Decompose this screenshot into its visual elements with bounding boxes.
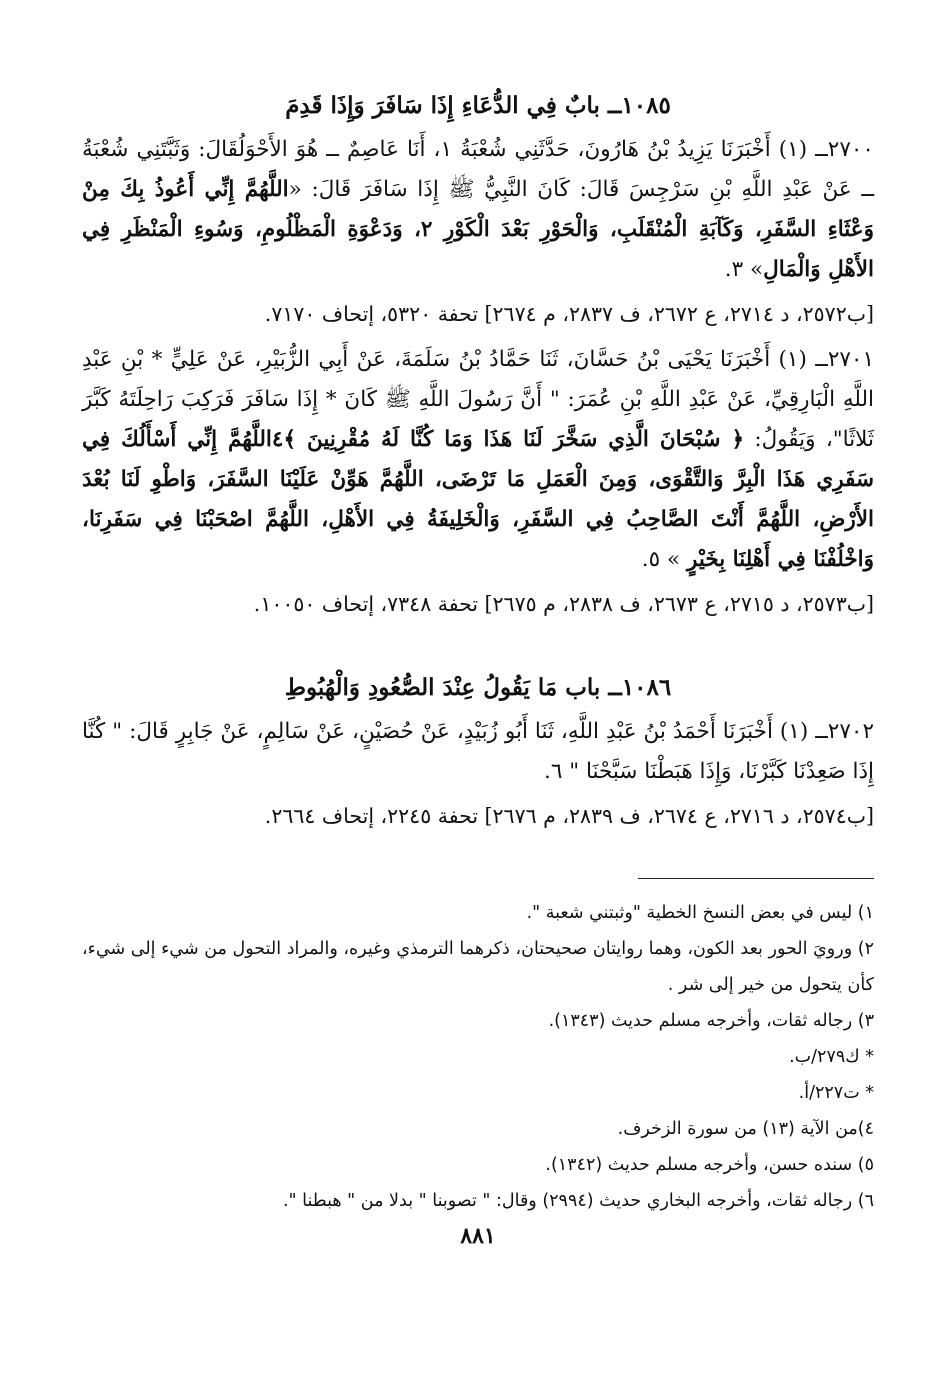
footnotes bbox=[82, 895, 874, 1219]
footnote-4: ٤)من الآية (١٣) من سورة الزخرف. bbox=[617, 1119, 874, 1139]
manuscript-note-k: * ك٢٧٩/ب. bbox=[789, 1047, 874, 1067]
hadith-2700-chain: ٢٧٠٠ــ (١) أَخْبَرَنَا يَزِيدُ بْنُ هَارُونَ، حَدَّثَنِي شُعْبَةُ ١، أَنَا عَاصِمٌ ــ هُوَ الأَحْوَلُقَالَ: وَثَبَّتَنِي شُعْبَةُ ــ عَنْ عَبْدِ اللَّهِ بْنِ سَرْجِسَ قَالَ: كَانَ النَّبِيُّ ﷺ إِذَا سَافَرَ قَالَ: « bbox=[82, 137, 874, 202]
hadith-2701-references: [ب٢٥٧٣، د ٢٧١٥، ع ٢٦٧٣، ف ٢٨٣٨، م ٢٦٧٥] تحفة ٧٣٤٨، إتحاف ١٠٠٥٠. bbox=[253, 592, 874, 616]
hadith-2700-footnote-mark: » ٣. bbox=[724, 257, 764, 282]
chapter-heading-1085: ١٠٨٥ــ بابٌ فِي الدُّعَاءِ إِذَا سَافَرَ وَإِذَا قَدِمَ bbox=[285, 92, 671, 119]
page-number: ٨٨١ bbox=[460, 1223, 496, 1249]
manuscript-note-t: * ت٢٢٧/أ. bbox=[798, 1083, 874, 1103]
hadith-2700-references: [ب٢٥٧٢، د ٢٧١٤، ع ٢٦٧٢، ف ٢٨٣٧، م ٢٦٧٤] تحفة ٥٣٢٠، إتحاف ٧١٧٠. bbox=[264, 302, 874, 326]
quran-verse: ﴿ سُبْحَانَ الَّذِي سَخَّرَ لَنَا هَذَا وَمَا كُنَّا لَهُ مُقْرِنِينَ ﴾ bbox=[283, 427, 745, 452]
hadith-2700-supplication: اللَّهُمَّ إِنِّي أَعُوذُ بِكَ مِنْ وَعْثَاءِ السَّفَرِ، وَكَآبَةِ الْمُنْقَلَبِ، وَالْحَوْرِ بَعْدَ الْكَوْرِ ٢، وَدَعْوَةِ الْمَظْلُومِ، وَسُوءِ الْمَنْظَرِ فِي الأَهْلِ وَالْمَالِ bbox=[82, 177, 874, 282]
footnote-divider bbox=[638, 878, 874, 879]
hadith-2701 bbox=[82, 340, 874, 580]
footnote-3: ٣) رجاله ثقات، وأخرجه مسلم حديث (١٣٤٣). bbox=[548, 1011, 874, 1031]
chapter-heading-1086: ١٠٨٦ــ باب مَا يَقُولُ عِنْدَ الصُّعُودِ وَالْهُبُوطِ bbox=[284, 674, 672, 701]
footnote-5: ٥) سنده حسن، وأخرجه مسلم حديث (١٣٤٢). bbox=[545, 1155, 874, 1175]
footnote-2: ٢) ورويَ الحور بعد الكون، وهما روايتان صحيحتان، ذكرهما الترمذي وغيره، والمراد التحول من شيء إلى شيء، كأن يتحول من خير إلى شر . bbox=[82, 939, 874, 995]
hadith-2701-chain: ٢٧٠١ــ (١) أَخْبَرَنَا يَحْيَى بْنُ حَسَّانَ، ثَنَا حَمَّادُ بْنُ سَلَمَةَ، عَنْ أَبِي الزُّبَيْرِ، عَنْ عَلِيٍّ * بْنِ عَبْدِ اللَّهِ الْبَارِقِيِّ، عَنْ عَبْدِ اللَّهِ بْنِ عُمَرَ: " أَنَّ رَسُولَ اللَّهِ ﷺ كَانَ * إِذَا سَافَرَ فَرَكِبَ رَاحِلَتَهُ كَبَّرَ ثَلاثًا"، وَيَقُولُ: bbox=[82, 347, 875, 452]
hadith-2702-references: [ب٢٥٧٤، د ٢٧١٦، ع ٢٦٧٤، ف ٢٨٣٩، م ٢٦٧٦] تحفة ٢٢٤٥، إتحاف ٢٦٦٤. bbox=[264, 804, 874, 828]
footnote-1: ١) ليس في بعض النسخ الخطية "وثبتني شعبة ". bbox=[526, 903, 874, 923]
hadith-2702: ٢٧٠٢ــ (١) أَخْبَرَنَا أَحْمَدُ بْنُ عَبْدِ اللَّهِ، ثَنَا أَبُو زُبَيْدٍ، عَنْ حُصَيْنٍ، عَنْ سَالِمٍ، عَنْ جَابِرٍ قَالَ: " كُنَّا إِذَا صَعِدْنَا كَبَّرْنَا، وَإِذَا هَبَطْنَا سَبَّحْنَا " ٦. bbox=[82, 719, 874, 784]
hadith-2701-footnote-mark: » ٥. bbox=[641, 547, 687, 572]
hadith-2700 bbox=[82, 130, 874, 290]
footnote-6: ٦) رجاله ثقات، وأخرجه البخاري حديث (٢٩٩٤) وقال: " تصوبنا " بدلا من " هبطنا ". bbox=[282, 1191, 874, 1211]
hadith-2701-supplication: ٤اللَّهُمَّ إِنِّي أَسْأَلُكَ فِي سَفَرِي هَذَا الْبِرَّ وَالتَّقْوَى، وَمِنَ الْعَمَلِ مَا تَرْضَى، اللَّهُمَّ هَوِّنْ عَلَيْنَا السَّفَرَ، وَاطْوِ لَنَا بُعْدَ الأَرْضِ، اللَّهُمَّ أَنْتَ الصَّاحِبُ فِي السَّفَرِ، وَالْخَلِيفَةُ فِي الأَهْلِ، اللَّهُمَّ اصْحَبْنَا فِي سَفَرِنَا، وَاخْلُفْنَا فِي أَهْلِنَا بِخَيْرٍ bbox=[82, 427, 874, 572]
